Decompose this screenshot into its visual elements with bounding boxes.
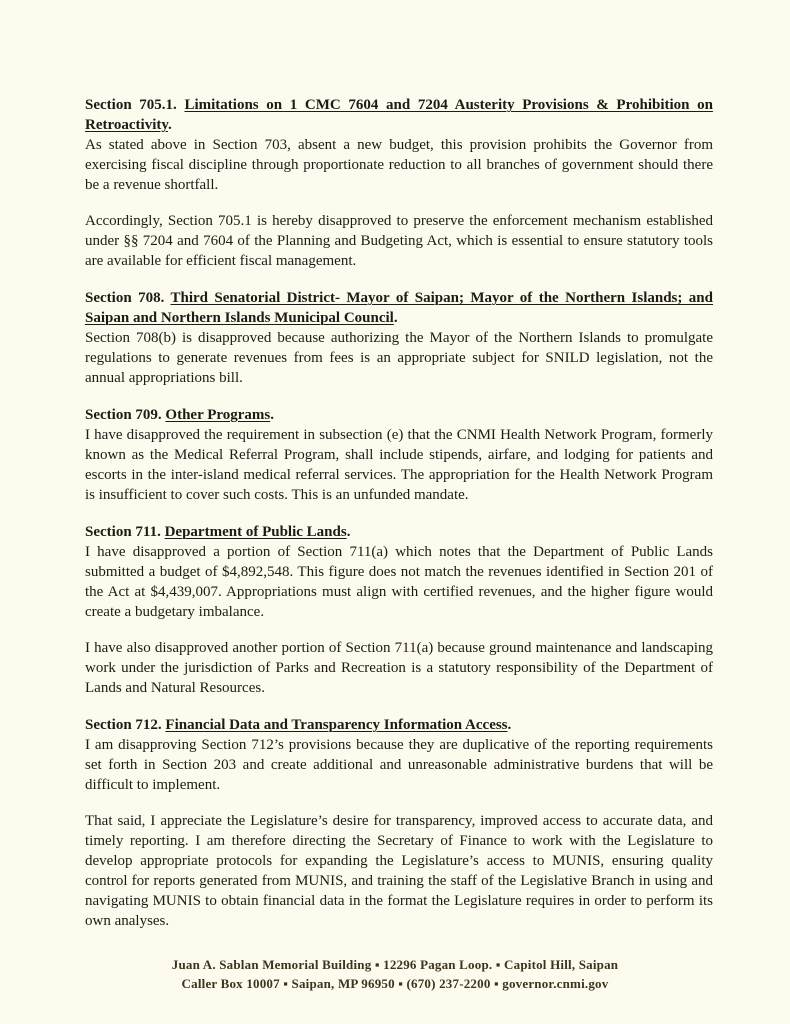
section-paragraph: I have also disapproved another portion of Section 711(a) because ground maintenance and landscaping work under the jurisdiction of Parks and Recreation is a statutory responsibility of the Department of Lands and Natural Resources. bbox=[85, 640, 713, 696]
page-footer bbox=[0, 956, 790, 993]
section-heading bbox=[85, 288, 713, 328]
section-title: Limitations on 1 CMC 7604 and 7204 Austerity Provisions & Prohibition on Retroactivity bbox=[85, 97, 713, 133]
section-title-period: . bbox=[168, 117, 172, 133]
document-body bbox=[85, 95, 713, 931]
section-heading bbox=[85, 522, 713, 542]
section-label: Section 712. bbox=[85, 717, 166, 733]
section-title-period: . bbox=[393, 310, 398, 326]
section-heading bbox=[85, 715, 713, 735]
section-paragraph: As stated above in Section 703, absent a new budget, this provision prohibits the Governor from exercising fiscal discipline through proportionate reduction to all branches of government should there be a revenue shortfall. bbox=[85, 137, 713, 193]
footer-address-line-1: Juan A. Sablan Memorial Building ▪ 12296 Pagan Loop. ▪ Capitol Hill, Saipan bbox=[171, 957, 619, 972]
footer-address-line-2: Caller Box 10007 ▪ Saipan, MP 96950 ▪ (670) 237-2200 ▪ governor.cnmi.gov bbox=[181, 975, 609, 991]
section-paragraph: I have disapproved the requirement in subsection (e) that the CNMI Health Network Program, formerly known as the Medical Referral Program, shall include stipends, airfare, and lodging for patients and escorts in the inter-island medical referral services. The appropriation for the Health Network Program is insufficient to cover such costs. This is an unfunded mandate. bbox=[85, 427, 713, 503]
document-section bbox=[85, 405, 713, 505]
section-label: Section 709. bbox=[85, 407, 166, 423]
section-title: Other Programs bbox=[165, 407, 271, 423]
section-paragraph: That said, I appreciate the Legislature’s desire for transparency, improved access to accurate data, and timely reporting. I am therefore directing the Secretary of Finance to work with the Legislature to develop appropriate protocols for expanding the Legislature’s access to MUNIS, ensuring quality control for reports generated from MUNIS, and training the staff of the Legislative Branch in using and navigating MUNIS to obtain financial data in the format the Legislature requires in order to perform its own analyses. bbox=[85, 813, 713, 929]
section-heading bbox=[85, 95, 713, 135]
document-section bbox=[85, 95, 713, 271]
section-paragraph: Accordingly, Section 705.1 is hereby disapproved to preserve the enforcement mechanism established under §§ 7204 and 7604 of the Planning and Budgeting Act, which is essential to ensure statutory tools are available for efficient fiscal management. bbox=[85, 213, 713, 269]
section-title: Financial Data and Transparency Information Access bbox=[165, 717, 508, 733]
section-title: Third Senatorial District- Mayor of Saipan; Mayor of the Northern Islands; and Saipan and Northern Islands Municipal Council bbox=[85, 290, 713, 326]
section-title-period: . bbox=[346, 524, 351, 540]
section-label: Section 708. bbox=[85, 290, 171, 306]
section-paragraph: I have disapproved a portion of Section 711(a) which notes that the Department of Public Lands submitted a budget of $4,892,548. This figure does not match the revenues identified in Section 201 of the Act at $4,439,007. Appropriations must align with certified revenues, and the higher figure would create a budgetary imbalance. bbox=[85, 544, 713, 620]
section-label: Section 711. bbox=[85, 524, 165, 540]
document-section bbox=[85, 288, 713, 388]
section-paragraph: Section 708(b) is disapproved because authorizing the Mayor of the Northern Islands to promulgate regulations to generate revenues from fees is an appropriate subject for SNILD legislation, not the annual appropriations bill. bbox=[85, 330, 713, 386]
document-section bbox=[85, 522, 713, 698]
document-section bbox=[85, 715, 713, 931]
section-title-period: . bbox=[270, 407, 275, 423]
section-title-period: . bbox=[507, 717, 512, 733]
section-heading bbox=[85, 405, 713, 425]
section-title: Department of Public Lands bbox=[164, 524, 347, 540]
section-paragraph: I am disapproving Section 712’s provisions because they are duplicative of the reporting requirements set forth in Section 203 and create additional and unreasonable administrative burdens that will be difficult to implement. bbox=[85, 737, 713, 793]
section-label: Section 705.1. bbox=[85, 97, 185, 113]
